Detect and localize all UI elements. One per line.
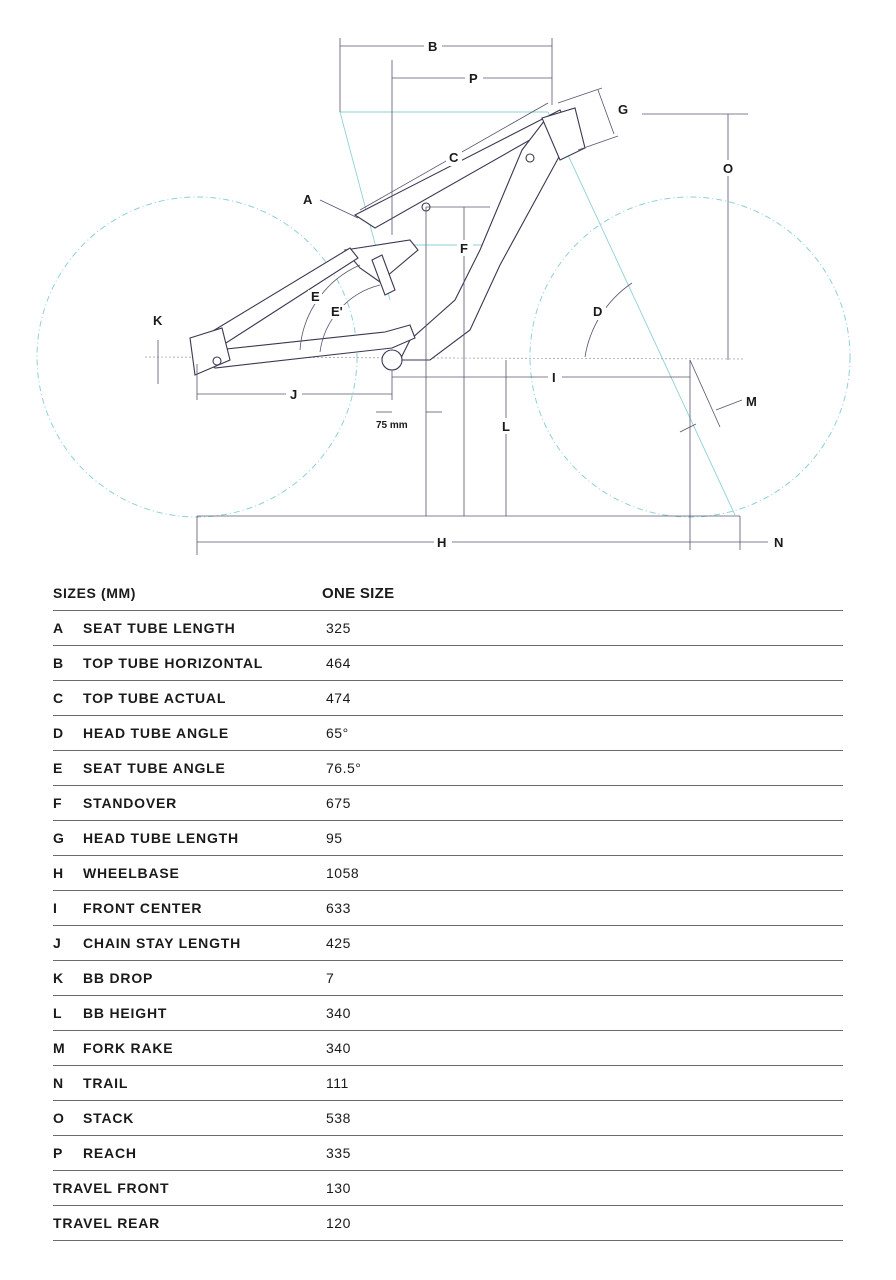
row-value: 65° bbox=[326, 725, 349, 741]
label-b: B bbox=[428, 39, 438, 54]
row-value: 95 bbox=[326, 830, 343, 846]
row-name: FRONT CENTER bbox=[83, 900, 203, 916]
row-letter: B bbox=[53, 655, 64, 671]
row-value: 425 bbox=[326, 935, 351, 951]
row-name: BB HEIGHT bbox=[83, 1005, 168, 1021]
geometry-table bbox=[53, 576, 843, 1241]
table-row bbox=[53, 786, 843, 821]
row-letter: L bbox=[53, 1005, 62, 1021]
bike-frame bbox=[190, 108, 585, 375]
row-name: SEAT TUBE LENGTH bbox=[83, 620, 236, 636]
row-value: 7 bbox=[326, 970, 335, 986]
row-letter: E bbox=[53, 760, 63, 776]
row-name: WHEELBASE bbox=[83, 865, 180, 881]
label-h: H bbox=[437, 535, 447, 550]
row-name: TRAVEL FRONT bbox=[53, 1180, 170, 1196]
label-p: P bbox=[469, 71, 478, 86]
row-name: CHAIN STAY LENGTH bbox=[83, 935, 242, 951]
label-f: F bbox=[460, 241, 468, 256]
row-name: STACK bbox=[83, 1110, 135, 1126]
row-value: 474 bbox=[326, 690, 351, 706]
row-letter: P bbox=[53, 1145, 63, 1161]
label-d: D bbox=[593, 304, 603, 319]
label-l: L bbox=[502, 419, 510, 434]
row-letter: J bbox=[53, 935, 61, 951]
label-m: M bbox=[746, 394, 757, 409]
row-value: 111 bbox=[326, 1075, 349, 1091]
row-value: 76.5° bbox=[326, 760, 362, 776]
bike-geometry-diagram bbox=[0, 0, 896, 570]
table-row bbox=[53, 646, 843, 681]
label-j: J bbox=[290, 387, 298, 402]
table-row bbox=[53, 1101, 843, 1136]
table-row-travel-rear bbox=[53, 1206, 843, 1241]
row-letter: A bbox=[53, 620, 64, 636]
row-letter: K bbox=[53, 970, 64, 986]
label-c: C bbox=[449, 150, 459, 165]
row-value: 340 bbox=[326, 1005, 351, 1021]
row-value: 633 bbox=[326, 900, 351, 916]
row-value: 340 bbox=[326, 1040, 351, 1056]
row-name: TOP TUBE ACTUAL bbox=[83, 690, 227, 706]
row-name: HEAD TUBE LENGTH bbox=[83, 830, 239, 846]
steering-axis-line bbox=[548, 112, 735, 515]
label-e: E bbox=[311, 289, 320, 304]
label-k: K bbox=[153, 313, 163, 328]
row-letter: D bbox=[53, 725, 64, 741]
row-value: 130 bbox=[326, 1180, 351, 1196]
row-name: HEAD TUBE ANGLE bbox=[83, 725, 230, 741]
row-value: 464 bbox=[326, 655, 351, 671]
table-row bbox=[53, 751, 843, 786]
row-letter: H bbox=[53, 865, 64, 881]
row-letter: F bbox=[53, 795, 62, 811]
row-name: STANDOVER bbox=[83, 795, 178, 811]
row-value: 325 bbox=[326, 620, 351, 636]
table-row bbox=[53, 926, 843, 961]
sizes-header: SIZES (MM) bbox=[53, 585, 136, 601]
row-letter: O bbox=[53, 1110, 64, 1126]
row-value: 335 bbox=[326, 1145, 351, 1161]
row-name: REACH bbox=[83, 1145, 137, 1161]
label-n: N bbox=[774, 535, 784, 550]
table-row bbox=[53, 716, 843, 751]
row-name: TRAIL bbox=[83, 1075, 129, 1091]
label-g: G bbox=[618, 102, 629, 117]
row-name: BB DROP bbox=[83, 970, 154, 986]
row-value: 538 bbox=[326, 1110, 351, 1126]
table-row bbox=[53, 996, 843, 1031]
label-o: O bbox=[723, 161, 734, 176]
table-row bbox=[53, 891, 843, 926]
table-row bbox=[53, 961, 843, 996]
table-row bbox=[53, 821, 843, 856]
one-size-header: ONE SIZE bbox=[322, 584, 395, 602]
row-name: FORK RAKE bbox=[83, 1040, 174, 1056]
row-value: 120 bbox=[326, 1215, 351, 1231]
table-row-travel-front bbox=[53, 1171, 843, 1206]
row-letter: C bbox=[53, 690, 64, 706]
table-row bbox=[53, 1136, 843, 1171]
table-row bbox=[53, 681, 843, 716]
row-name: TRAVEL REAR bbox=[53, 1215, 161, 1231]
label-e-prime: E' bbox=[331, 304, 343, 319]
table-row bbox=[53, 611, 843, 646]
row-letter: M bbox=[53, 1040, 65, 1056]
offset-note: 75 mm bbox=[376, 420, 408, 431]
row-letter: I bbox=[53, 900, 57, 916]
row-value: 1058 bbox=[326, 865, 360, 881]
label-a: A bbox=[303, 192, 313, 207]
row-letter: N bbox=[53, 1075, 64, 1091]
row-letter: G bbox=[53, 830, 64, 846]
table-header bbox=[53, 576, 843, 611]
table-row bbox=[53, 1031, 843, 1066]
table-row bbox=[53, 856, 843, 891]
table-row bbox=[53, 1066, 843, 1101]
row-value: 675 bbox=[326, 795, 351, 811]
row-name: SEAT TUBE ANGLE bbox=[83, 760, 226, 776]
row-name: TOP TUBE HORIZONTAL bbox=[83, 655, 264, 671]
label-i: I bbox=[552, 370, 556, 385]
